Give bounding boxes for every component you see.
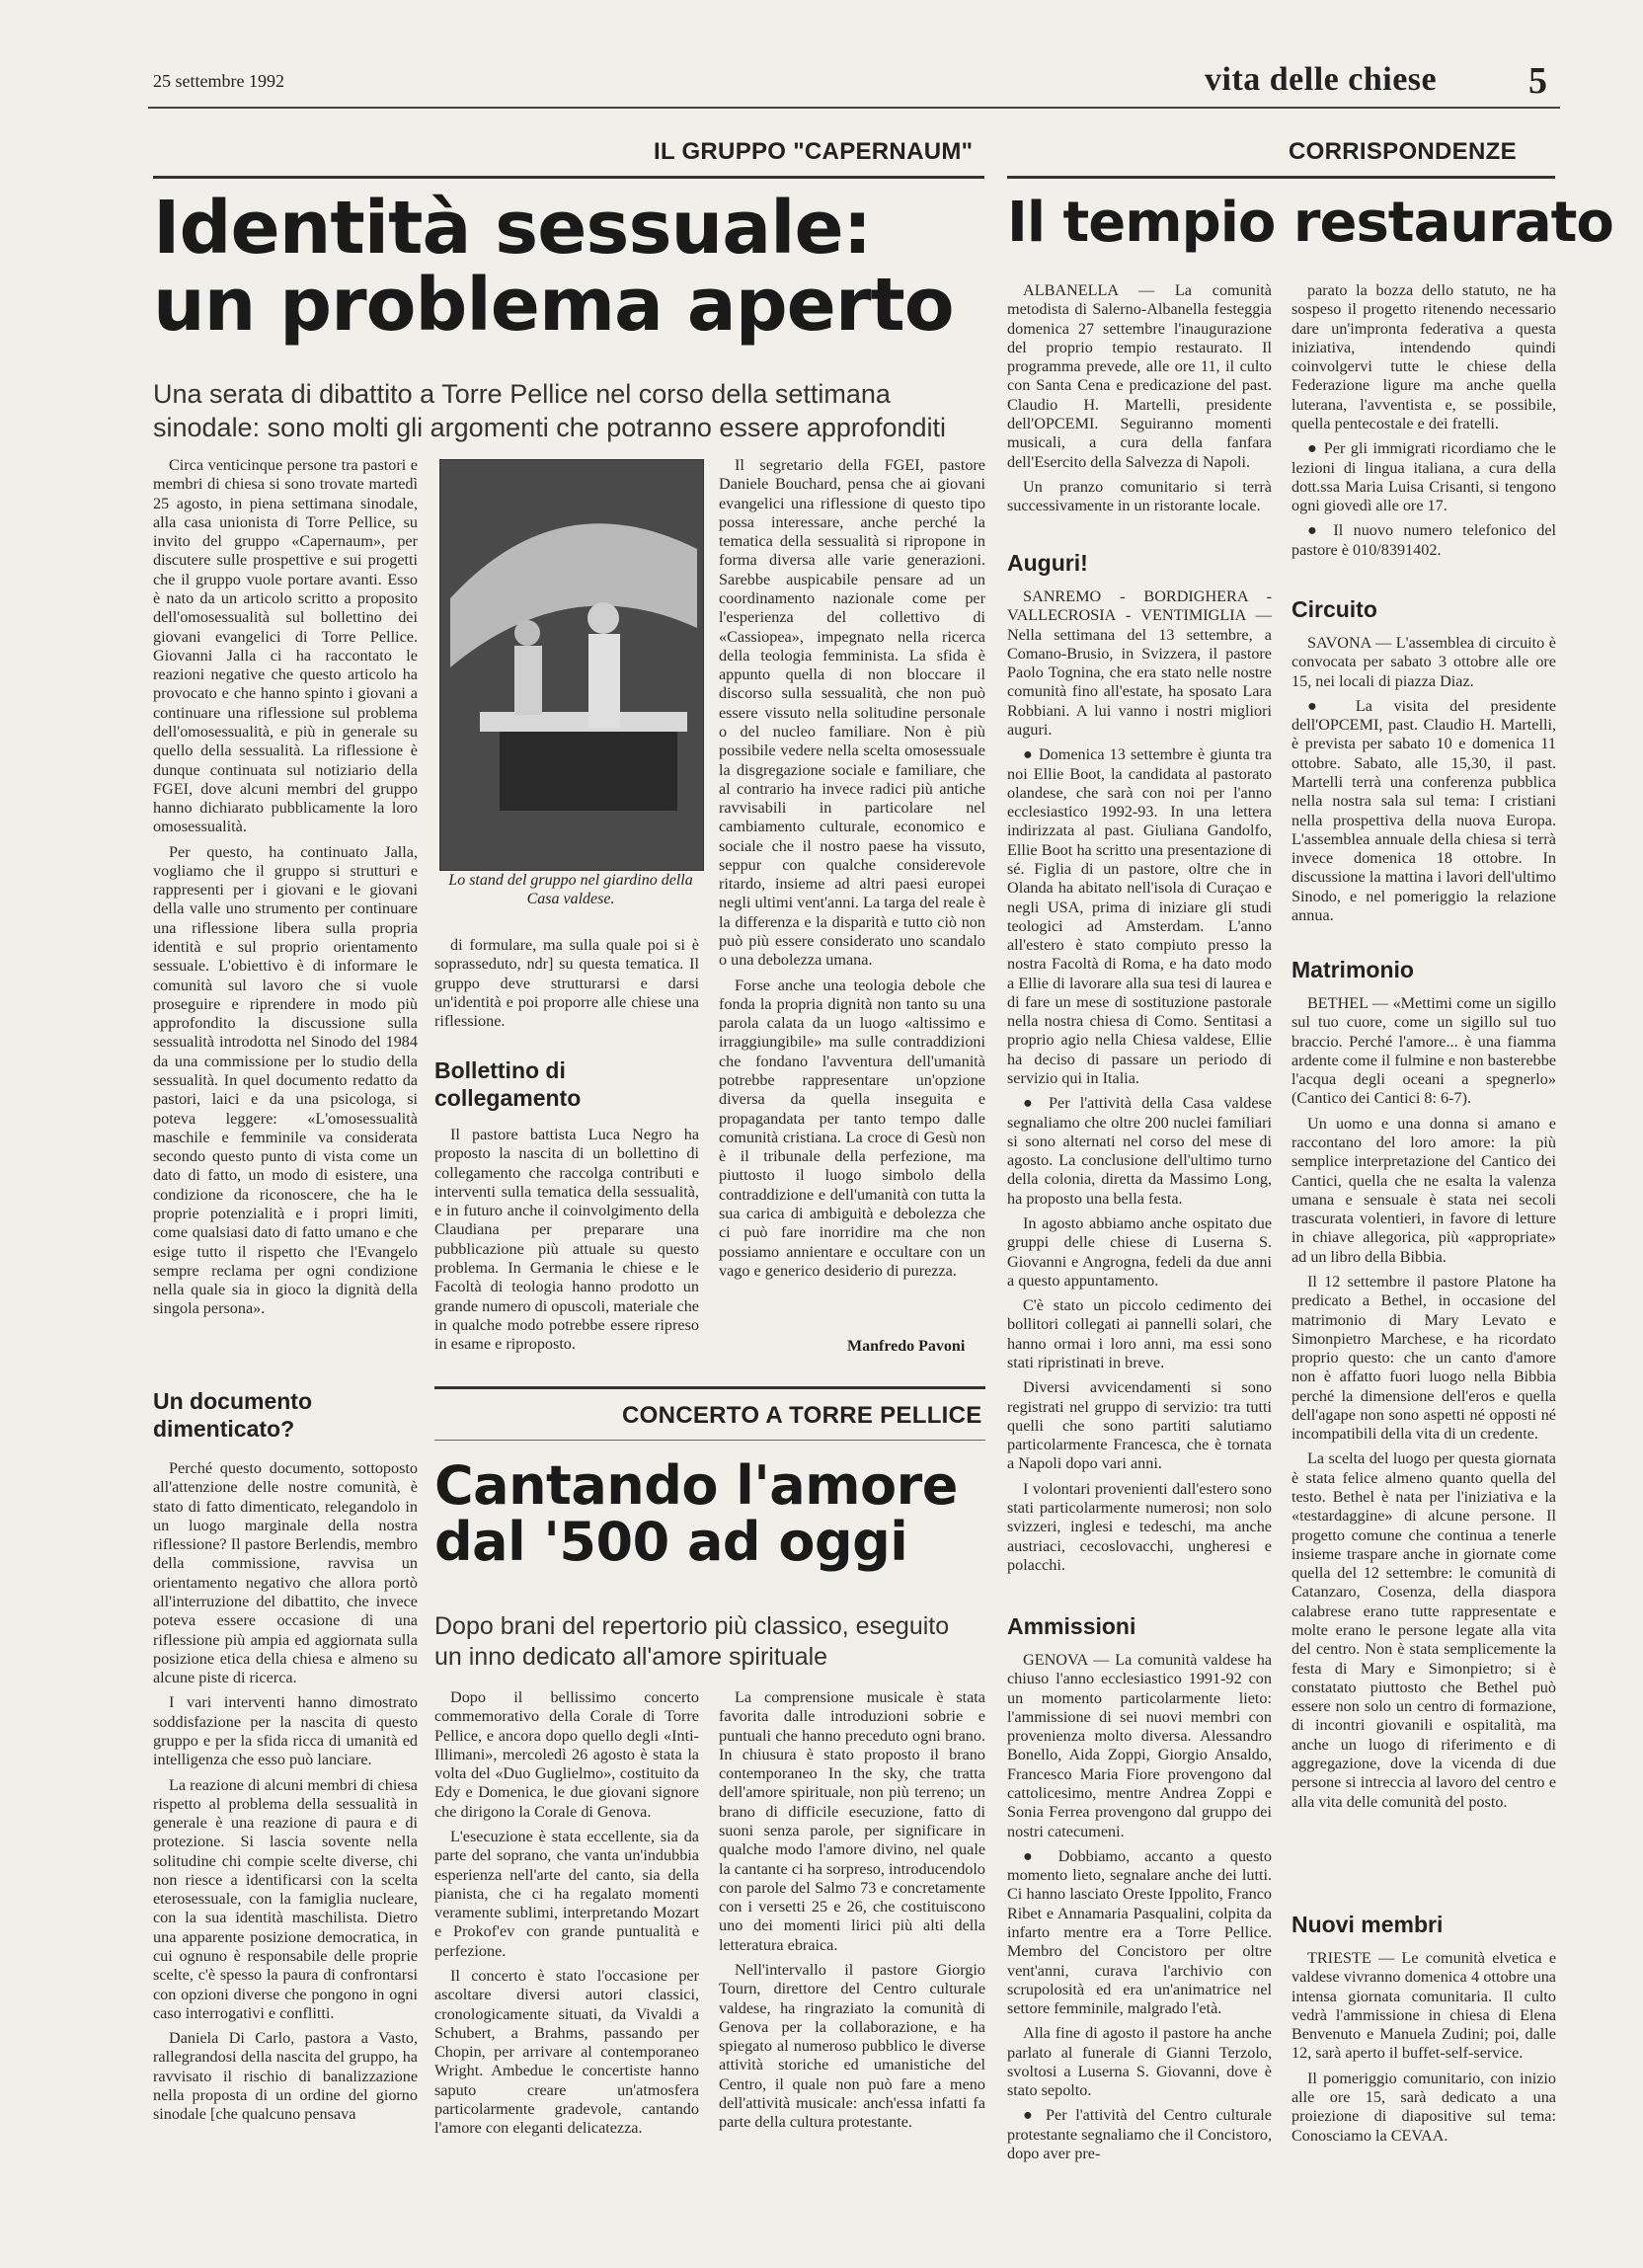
corr-kicker: CORRISPONDENZE xyxy=(1289,138,1517,165)
paragraph: Per questo, ha continuato Jalla, vogliamo che il gruppo si strutturi e rappresenti per i giovani e le giovani della valle uno strumento per continuare una riflessione libera sulla propria identità e sul proprio orientamento sessuale. L'obiettivo è di informare le comunità sul lavoro che si vuole proseguire e riprendere in modo più approfondito la discussione sulla sessualità introdotta nel Sinodo del 1984 da una commissione per lo studio della sessualità. In quel documento redatto da pastori, laici e da una psicologa, si poteva leggere: «L'omosessualità maschile e femminile va considerata secondo questo punto di vista come un dato di fatto, un modo di esistere, una condizione da riconoscere, che ha le proprie potenzialità e i propri limiti, come qualsiasi dato di fatto umano e che esige tutto il rispetto che l'Evangelo sempre reclama per ogni condizione nella quale sia in gioco la dignità della singola persona». xyxy=(153,842,418,1318)
paragraph: ● Dobbiamo, accanto a questo momento lieto, segnalare anche dei lutti. Ci hanno lasciato Oreste Ippolito, Franco Ribet e Annamaria Pasqualini, colpita da infarto mentre era a Torre Pellice. Membro del Concistoro per oltre vent'anni, curava l'archivio con scrupolosità ed era un'animatrice nel settore femminile, malgrado l'età. xyxy=(1007,1846,1272,2018)
main-kicker-rule xyxy=(153,176,984,179)
main-col1b xyxy=(153,1459,418,2166)
concert-headline-line1: Cantando l'amore xyxy=(434,1454,958,1517)
corr-nuovi-membri xyxy=(1291,1949,1556,2172)
corr-kicker-rule xyxy=(1007,176,1555,179)
paragraph: La scelta del luogo per questa giornata è stata felice almeno quanto quella del testo. Bethel è nata per l'iniziativa e la «testardaggine» di alcune persone. Il progetto comune che continua a tenerle insieme traspare anche in giornate come quella del 12 settembre: le comunità di Catanzaro, Cosenza, della diaspora calabrese erano tutte rappresentate e molte erano le persone legate alla vita del centro. Non è stata semplicemente la festa di Mary e Simonpietro; si è constatato piuttosto che Bethel può essere non solo un centro di formazione, di incontri giovanili e ospitalità, ma anche un luogo di riferimento e di aggregazione, dove la vicenda di due persone si intreccia al lavoro del centro e alla vita delle comunità del posto. xyxy=(1291,1449,1556,1811)
main-col1 xyxy=(153,456,418,1376)
paragraph: Daniela Di Carlo, pastora a Vasto, rallegrandosi della nascita del gruppo, ha ravvisato il rischio di banalizzazione nella proposta di un ordine del giorno sinodale [che qualcuno pensava xyxy=(153,2029,418,2124)
paragraph: ● La visita del presidente dell'OPCEMI, past. Claudio H. Martelli, è prevista per sabato 10 e domenica 11 ottobre. Sabato, alle 15,30, il past. Martelli terrà una conferenza pubblica nella nostra sala sul tema: I cristiani nella prospettiva della nuova Europa. L'assemblea annuale della chiesa si terrà invece domenica 18 ottobre. In discussione la mattina i lavori dell'ultimo Sinodo, e nel pomeriggio la relazione annua. xyxy=(1291,696,1556,924)
subhead-bollettino: Bollettino di collegamento xyxy=(434,1057,582,1112)
paragraph: Forse anche una teologia debole che fonda la propria dignità non tanto su una parola calata da un luogo «altissimo e irraggiungibile» ma sulle contraddizioni che fondano l'avventura dell'umanità potrebbe rappresentare un'opzione diversa da quella inseguita e propagandata per tanto tempo dalle comunità cristiana. La croce di Gesù non è il tribunale della perfezione, ma piuttosto il luogo simbolo della contraddizione e dell'umanità con tutta la sua carica di ambiguità e debolezza che ci può fare inorridire ma che non possiamo annientare e occultare con un vago e generico desiderio di purezza. xyxy=(719,976,985,1280)
corr-headline: Il tempio restaurato xyxy=(1007,191,1613,255)
paragraph: GENOVA — La comunità valdese ha chiuso l'anno ecclesiastico 1991-92 con un momento particolarmente lieto: l'ammissione di sei nuovi membri con provenienza molto diversa. Alessandro Bonello, Aida Zoppi, Giorgio Ansaldo, Francesco Maria Fiore provengono dal cattolicesimo, mentre Andrea Zoppi e Sonia Ferrea provengono dal gruppo dei nostri catecumeni. xyxy=(1007,1651,1272,1840)
corr-circuito xyxy=(1291,634,1556,932)
paragraph: In agosto abbiamo anche ospitato due gruppi delle chiese di Luserna S. Giovanni e Angrogna, fedeli da due anni a questo appuntamento. xyxy=(1007,1214,1272,1290)
paragraph: parato la bozza dello statuto, ne ha sospeso il progetto ritenendo necessario dare un'impronta federativa a questa iniziativa, intendendo quindi coinvolgervi tutte le chiese della Federazione ligure ma anche quella luterana, l'avventista e, se possibile, quella pentecostale e dei fratelli. xyxy=(1291,281,1556,432)
main-deck: Una serata di dibattito a Torre Pellice nel corso della settimana sinodale: sono molti gli argomenti che potranno essere approfonditi xyxy=(153,379,946,442)
paragraph: Nell'intervallo il pastore Giorgio Tourn, direttore del Centro culturale valdese, ha ringraziato la comunità di Genova per la collaborazione, e ha spiegato al numeroso pubblico le diverse attività storiche ed umanistiche del Centro, il quale non può fare a meno dell'attività musicale: anch'essa infatti fa parte della cultura protestante. xyxy=(719,1960,985,2132)
subhead-circuito: Circuito xyxy=(1291,596,1377,622)
main-kicker: IL GRUPPO "CAPERNAUM" xyxy=(654,138,974,165)
concert-col2 xyxy=(719,1688,985,2172)
author-signature: Manfredo Pavoni xyxy=(847,1338,966,1355)
paragraph: ALBANELLA — La comunità metodista di Salerno-Albanella festeggia domenica 27 settembre l'inaugurazione del proprio tempio restaurato. Il programma prevede, alle ore 11, il culto con Santa Cena e predicazione del past. Claudio H. Martelli, presidente dell'OPCEMI. Seguiranno momenti musicali, a cura della fanfara dell'Esercito della Salvezza di Napoli. xyxy=(1007,281,1272,471)
paragraph: Il segretario della FGEI, pastore Daniele Bouchard, pensa che ai giovani evangelici una riflessione di questo tipo possa interessare, anche perché la tematica della sessualità si ripropone in forma diversa alle varie generazioni. Sarebbe auspicabile pensare ad un coordinamento nazionale come per l'esperienza del collettivo di «Cassiopea», impegnato nella ricerca della teologia femminista. La sfida è appunto quella di non bloccare il discorso sulla sessualità, che non può essere vissuto nella solitudine personale o del nucleo familiare. Non è più possibile vedere nella scelta omosessuale la disgregazione sociale e familiare, che al contrario ha invece radici più antiche ravvisabili in particolare nel cambiamento culturale, economico e sociale che il nostro paese ha vissuto, seppur con qualche considerevole ritardo, insieme ad altri paesi europei negli ultimi vent'anni. La targa del reale è la differenza e la disparità e tutto ciò non può più essere considerato uno scandalo o una debolezza umana. xyxy=(719,456,985,970)
paragraph: Il concerto è stato l'occasione per ascoltare diversi autori classici, cronologicamente situati, da Vivaldi a Schubert, a Brahms, passando per Chopin, per arrivare al contemporaneo Wright. Ambedue le concertiste hanno saputo creare un'atmosfera particolarmente gradevole, cantando l'amore con eleganti delicatezza. xyxy=(434,1966,699,2138)
paragraph: Circa venticinque persone tra pastori e membri di chiesa si sono trovate martedì 25 agosto, in piena settimana sinodale, alla casa unionista di Torre Pellice, su invito del gruppo «Capernaum», per discutere sulle prospettive e sui progetti che il gruppo vuole portare avanti. Esso è nato da un articolo scritto a proposito dell'omosessualità sul bollettino dei giovani evangelici di Torre Pellice. Giovanni Jalla ci ha raccontato le reazioni negative che questo articolo ha provocato e che hanno spinto i giovani a continuare una riflessione sul problema dell'omosessualità, e più in generale su quello della sessualità. La riflessione è dunque continuata sul notiziario della FGEI, dove alcuni membri del gruppo hanno dichiarato pubblicamente la loro omosessualità. xyxy=(153,456,418,836)
concert-headline xyxy=(434,1454,958,1574)
paragraph: ● Il nuovo numero telefonico del pastore è 010/8391402. xyxy=(1291,521,1556,559)
subhead-documento: Un documento dimenticato? xyxy=(153,1388,312,1443)
concert-kicker-rule xyxy=(434,1440,985,1441)
subhead-auguri: Auguri! xyxy=(1007,550,1088,576)
paragraph: TRIESTE — Le comunità elvetica e valdese vivranno domenica 4 ottobre una intensa giornata comunitaria. Il culto vedrà l'ammissione in chiesa di Elena Benvenuto e Manuela Zudini; poi, dalle 12, sarà aperto il buffet-self-service. xyxy=(1291,1949,1556,2063)
concert-headline-line2: dal '500 ad oggi xyxy=(434,1511,908,1574)
corr-col2 xyxy=(1291,281,1556,578)
stand-photo xyxy=(439,459,704,871)
paragraph: Il pastore battista Luca Negro ha proposto la nascita di un bollettino di collegamento che raccolga contributi e interventi sulla tematica della sessualità, e in futuro anche il coinvolgimento della Claudiana per preparare una pubblicazione più attuale su questo problema. In Germania le chiese e le Facoltà di teologia hanno prodotto un grande numero di opuscoli, materiale che in qualche modo potrebbe essere ripreso in esame e riproposto. xyxy=(434,1126,699,1354)
subhead-ammissioni: Ammissioni xyxy=(1007,1613,1136,1639)
paragraph: di formulare, ma sulla quale poi si è soprasseduto, ndr] su questa tematica. Il gruppo deve strutturarsi e darsi un'identità e poi proporre alle chiese una riflessione. xyxy=(434,936,699,1031)
corr-ammissioni xyxy=(1007,1651,1272,2172)
paragraph: Il 12 settembre il pastore Platone ha predicato a Bethel, in occasione del matrimonio di Mary Levato e Simonpietro Marchese, e ha ricordato proprio questo: che un canto d'amore non è affatto fuori luogo nella Bibbia perché la dimensione dell'eros e quella dell'agape non sono aspetti né opposti né incompatibili della vita di un credente. xyxy=(1291,1272,1556,1444)
corr-auguri xyxy=(1007,587,1272,1574)
main-col3 xyxy=(719,456,985,1325)
main-headline-line2: un problema aperto xyxy=(153,263,954,349)
paragraph: La comprensione musicale è stata favorita dalle introduzioni sobrie e puntuali che hanno preceduto ogni brano. In chiusura è stato proposto il brano contemporaneo In the sky, che tratta dell'amore spirituale, non più terreno; un brano di difficile esecuzione, fatto di suoni senza parole, per significare in qualche modo l'amore divino, nel quale la cantante ci ha sorpreso, introducendolo con parole del Salmo 73 e concretamente con i versetti 25 e 26, che costituiscono uno dei momenti lirici più alti della letteratura ebraica. xyxy=(719,1688,985,1954)
paragraph: Diversi avvicendamenti si sono registrati nel gruppo di servizio: tra tutti quelli che sono partiti salutiamo particolarmente Francesca, che è tornata a Napoli dopo vari anni. xyxy=(1007,1378,1272,1473)
paragraph: Perché questo documento, sottoposto all'attenzione delle nostre comunità, è stato di fatto dimenticato, relegandolo in un luogo marginale della nostra riflessione? Il pastore Berlendis, membro della commissione, ravvisa un orientamento negativo che allora portò all'interruzione del dibattito, che invece poteva essere occasione di una riflessione più ampia ed aggiornata sulla posizione etica della chiesa e almeno su alcune piste di ricerca. xyxy=(153,1459,418,1687)
concert-top-rule xyxy=(434,1386,985,1389)
corr-matrimonio xyxy=(1291,994,1556,1903)
main-headline-line1: Identità sessuale: xyxy=(153,186,872,271)
concert-col1 xyxy=(434,1688,699,2172)
header-divider xyxy=(148,107,1560,109)
section-title: vita delle chiese xyxy=(1205,61,1438,98)
paragraph: ● Per l'attività del Centro culturale protestante segnaliamo che il Concistoro, dopo aver pre- xyxy=(1007,2106,1272,2163)
main-col2b xyxy=(434,1126,699,1354)
paragraph: SAVONA — L'assemblea di circuito è convocata per sabato 3 ottobre alle ore 15, nei locali di piazza Diaz. xyxy=(1291,634,1556,690)
photo-caption: Lo stand del gruppo nel giardino della Casa valdese. xyxy=(448,872,693,908)
paragraph: I vari interventi hanno dimostrato soddisfazione per la nascita di questo gruppo e per la sfida ricca di umanità ed intelligenza che esso può lanciare. xyxy=(153,1693,418,1769)
main-headline xyxy=(153,186,954,349)
paragraph: Dopo il bellissimo concerto commemorativo della Corale di Torre Pellice, e ancora dopo quello degli «Inti-Illimani», mercoledì 26 agosto è stata la volta del «Duo Guglielmo», costituito da Edy e Domenica, le due giovani signore che dirigono la Corale di Genova. xyxy=(434,1688,699,1821)
concert-kicker: CONCERTO A TORRE PELLICE xyxy=(622,1402,982,1429)
paragraph: La reazione di alcuni membri di chiesa rispetto al problema della sessualità in generale è una reazione di paura e di protezione. Si lascia sovente nella solitudine chi compie scelte diverse, chi non riesce a identificarsi con la scelta eterosessuale, con la famiglia nucleare, con la sua identità maschilista. Dietro una apparente posizione democratica, in cui ognuno è responsabile delle proprie scelte, c'è spesso la paura di confrontarsi con opzioni diverse che pongono in ogni caso interrogativi e conflitti. xyxy=(153,1775,418,2022)
paragraph: Alla fine di agosto il pastore ha anche parlato al funerale di Gianni Terzolo, svoltosi a Luserna S. Giovanni, dove è stato sepolto. xyxy=(1007,2024,1272,2100)
main-col2 xyxy=(434,936,699,1035)
paragraph: Un pranzo comunitario si terrà successivamente in un ristorante locale. xyxy=(1007,477,1272,515)
paragraph: C'è stato un piccolo cedimento dei bollitori collegati ai pannelli solari, che hanno ormai i loro anni, ma essi sono stati ripristinati in breve. xyxy=(1007,1296,1272,1371)
paragraph: I volontari provenienti dall'estero sono stati particolarmente numerosi; non solo svizzeri, inglesi e tedeschi, ma anche austriaci, cecoslovacchi, ungheresi e polacchi. xyxy=(1007,1479,1272,1574)
concert-deck: Dopo brani del repertorio più classico, eseguito un inno dedicato all'amore spirituale xyxy=(434,1612,950,1672)
paragraph: ● Domenica 13 settembre è giunta tra noi Ellie Boot, la candidata al pastorato olandese, che sarà con noi per l'anno ecclesiastico 1992-93. In una lettera indirizzata al past. Giuliana Gandolfo, Ellie Boot ha scritto una presentazione di sé. Figlia di un pastore, oltre che in Olanda ha abitato nell'isola di Curaçao e negli USA, prima di iniziare gli studi teologici ad Amsterdam. L'anno all'estero è stato compiuto presso la nostra Facoltà di Roma, e ha dato modo a Ellie di lavorare alla sua tesi di laurea e di fare un mese di sostituzione pastorale nella nostra chiesa di Como. Sentitasi a proprio agio nella Chiesa valdese, Ellie ha deciso di passare un periodo di servizio qui in Italia. xyxy=(1007,745,1272,1088)
paragraph: ● Per l'attività della Casa valdese segnaliamo che oltre 200 nuclei familiari si sono alternati nel corso del mese di agosto. La conclusione dell'ultimo turno della colonia, diretta da Massimo Long, ha proposto una bella festa. xyxy=(1007,1094,1272,1208)
paragraph: SANREMO - BORDIGHERA - VALLECROSIA - VENTIMIGLIA — Nella settimana del 13 settembre, a Comano-Brusio, in Svizzera, il pastore Paolo Tognina, che era stato nelle nostre comunità fino all'estate, ha sposato Lara Robbiani. A lui vanno i nostri migliori auguri. xyxy=(1007,587,1272,739)
subhead-nuovi-membri: Nuovi membri xyxy=(1291,1912,1444,1937)
paragraph: L'esecuzione è stata eccellente, sia da parte del soprano, che vanta un'indubbia esperienza nell'arte del canto, sia della pianista, che ci ha regalato momenti veramente sublimi, interpretando Mozart e Prokof'ev con grande puntualità e perfezione. xyxy=(434,1827,699,1960)
page-number: 5 xyxy=(1528,60,1547,102)
subhead-matrimonio: Matrimonio xyxy=(1291,957,1414,982)
paragraph: BETHEL — «Mettimi come un sigillo sul tuo cuore, come un sigillo sul tuo braccio. Perché l'amore... è una fiamma ardente come il fulmine e non basterebbe l'acqua degli oceani a spegnerlo» (Cantico dei Cantici 8: 6-7). xyxy=(1291,994,1556,1108)
paragraph: Il pomeriggio comunitario, con inizio alle ore 15, sarà dedicato a una proiezione di diapositive sul tema: Conosciamo la CEVAA. xyxy=(1291,2069,1556,2145)
stand-photo-image xyxy=(440,460,703,870)
issue-date: 25 settembre 1992 xyxy=(153,71,284,91)
paragraph: Un uomo e una donna si amano e raccontano del loro amore: la più semplice interpretazione del Cantico dei Cantici, quella che ne esalta la valenza umana e sensuale è stata nei secoli trascurata volentieri, in favore di letture in chiave allegorica, più «appropriate» ad un libro della Bibbia. xyxy=(1291,1114,1556,1266)
corr-col1 xyxy=(1007,281,1272,546)
paragraph: ● Per gli immigrati ricordiamo che le lezioni di lingua italiana, a cura della dott.ssa Maria Luisa Crisanti, si tengono ogni giovedì alle ore 17. xyxy=(1291,439,1556,515)
